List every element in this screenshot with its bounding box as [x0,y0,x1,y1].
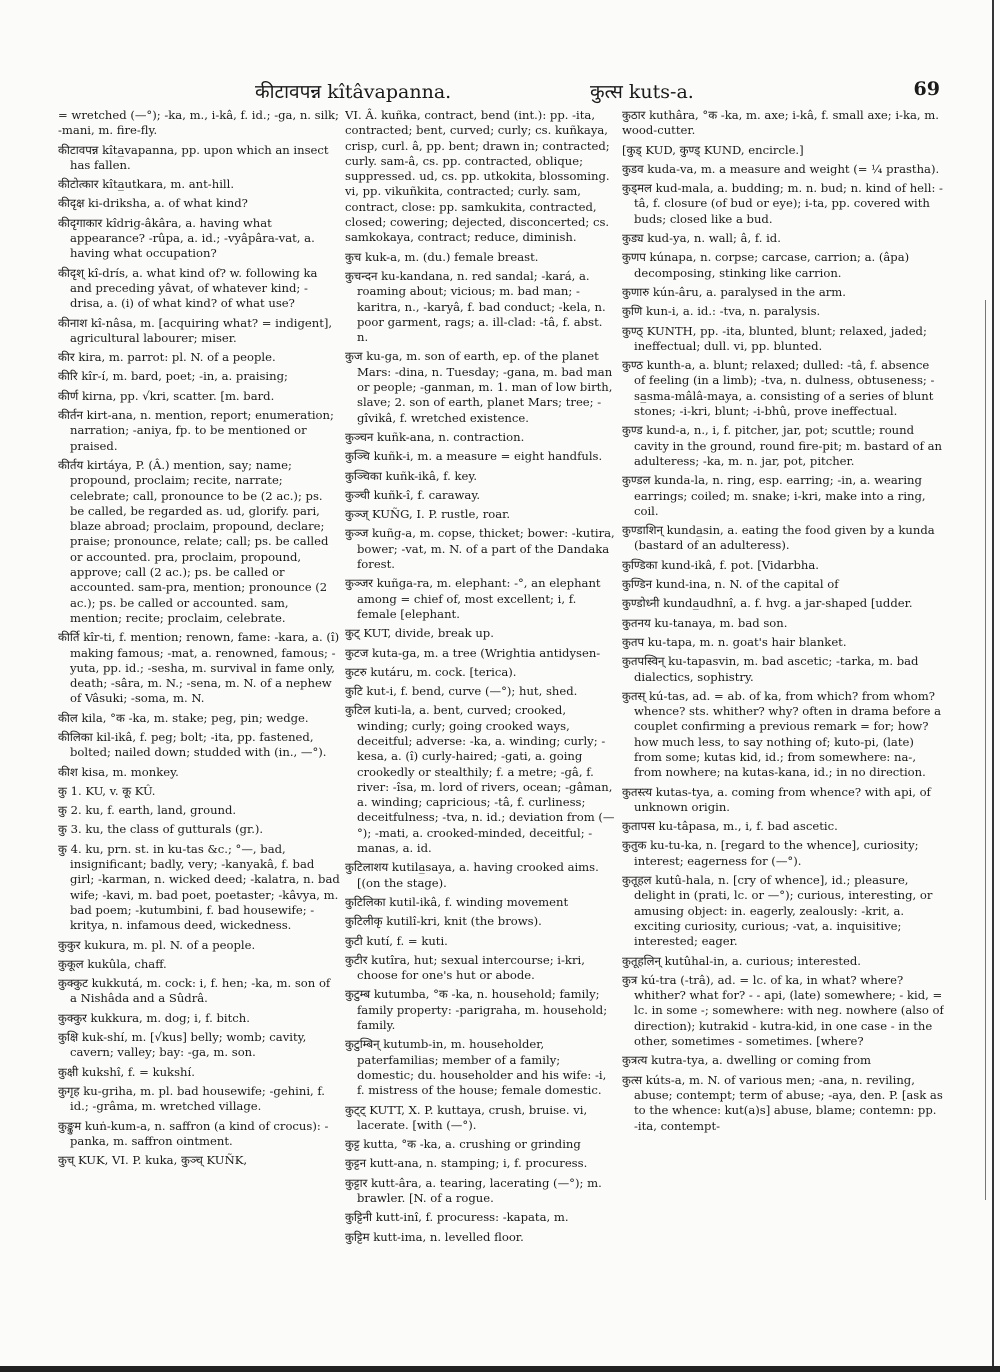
dictionary-entry: कुट्टिनी kutt-inî, f. procuress: -kapata, m. [345,1210,569,1225]
dictionary-entry: कुण्डल kunda-la, n. ring, esp. earring; -in, a. wearing earrings; coiled; m. snake; i-kri, make into a ring, coil. [622,473,926,518]
dictionary-entry: कुज ku-ga, m. son of earth, ep. of the planet Mars: -dina, n. Tuesday; -gana, m. bad man or people; -ganman, m. 1. man of low birth, slave; 2. son of earth, planet Mars; tree; -gîvikâ, f. wretched existence. [345,349,613,425]
dictionary-entry: कुट्टार kutt-âra, a. tearing, lacerating (—°); m. brawler. [N. of a rogue. [345,1175,602,1205]
dictionary-entry: = wretched (—°); -ka, m., i-kâ, f. id.; -ga, n. silk; -mani, m. fire-fly. [58,108,339,138]
dictionary-entry: कुटिलिका kutil-ikâ, f. winding movement [345,894,569,909]
dictionary-entry: कीर्ति kîr-ti, f. mention; renown, fame: -kara, a. (î) making famous; -mat, a. renowned, famous; -yuta, pp. id.; -sesha, m. survival in fame only, death; -sâra, m. N.; -sena, m. N. of a nephew of Vâsuki; -soma, m. N. [58,630,340,706]
dictionary-entry: कुक्षी kukshî, f. = kukshí. [58,1064,195,1079]
dictionary-entry: कुतप ku-tapa, m. n. goat's hair blanket. [622,634,847,649]
dictionary-entry: कुतापस ku-tâpasa, m., i, f. bad ascetic. [622,819,838,834]
dictionary-entry: कुटीर kutîra, hut; sexual intercourse; i-kri, choose for one's hut or abode. [345,952,585,983]
dictionary-entry: कु 3. ku, the class of gutturals (gr.). [58,822,264,837]
dictionary-entry: कील kila, °क -ka, m. stake; peg, pin; wedge. [58,710,309,725]
dictionary-entry: कुकुर kukura, m. pl. N. of a people. [58,937,256,952]
dictionary-entry: कुण्डिका kund-ikâ, f. pot. [Vidarbha. [622,557,819,572]
dictionary-entry: कुञ्जर kuñga-ra, m. elephant: -°, an elephant among = chief of, most excellent; i, f. female [elephant. [345,576,601,621]
page-bottom-edge [0,1366,1000,1372]
dictionary-entry: कीर्ण kirna, pp. √kri, scatter. [m. bard. [58,388,275,403]
dictionary-entry: कीदृक्ष ki-driksha, a. of what kind? [58,196,248,211]
dictionary-entry: कुट् KUT, divide, break up. [345,626,494,641]
dictionary-entry: कुगृह ku-griha, m. pl. bad housewife; -gehini, f. id.; -grâma, m. wretched village. [58,1083,325,1114]
dictionary-entry: कुणि kun-i, a. id.: -tva, n. paralysis. [622,304,821,319]
dictionary-entry: कुणारु kún-âru, a. paralysed in the arm. [622,284,846,299]
dictionary-entry: कीश kisa, m. monkey. [58,764,179,779]
dictionary-entry: कीर्तन kirt-ana, n. mention, report; enumeration; narration; -aniya, fp. to be mentioned or praised. [58,408,334,453]
dictionary-entry: कुच् KUK, VI. P. kuka, कुञ्च् KUÑK, [58,1153,248,1168]
dictionary-entry: कुट्ट् KUTT, X. P. kuttaya, crush, bruise. vi, lacerate. [with (—°). [345,1102,588,1132]
dictionary-entry: कुटिलाशय kutila̲saya, a. having crooked aims. [(on the stage). [345,860,599,890]
dictionary-entry: कीटावपन्न kîta̲vapanna, pp. upon which an insect has fallen. [58,142,329,172]
dictionary-entry: कीर kira, m. parrot: pl. N. of a people. [58,350,276,365]
dictionary-entry: कीर्तय kirtáya, P. (Â.) mention, say; name; propound, proclaim; recite, narrate; celebrate; call, pronounce to be (2 ac.); ps. be called, be regarded as. ud, glorify. pari, blaze abroad; proclaim, propound, declare; praise; pronounce, relate; call; ps. be called or accounted. pra, proclaim, propound, approve; call (2 ac.); ps. be called or accounted. sam-pra, mention; pronounce (2 ac.); ps. be called or accounted. sam, mention; recite; proclaim, celebrate. [58,457,329,625]
running-head-right: कुत्स kuts-a. [590,81,694,103]
dictionary-entry: VI. Â. kuñka, contract, bend (int.): pp. -ita, contracted; bent, curved; curly; cs. kuñkaya, crisp, curl. â, pp. bent; drawn in; contracted; curly. sam-â, cs. pp. contracted, oblique; suppressed. ud, cs. pp. utkokita, blossoming. vi, pp. vikuñkita, contracted; curly. sam, contract, close: pp. samkukita, contracted, closed; cowering; dejected, disconcerted; cs. samkokaya, contract; reduce, diminish. [345,108,610,245]
page-number: 69 [913,78,940,100]
dictionary-entry: कुड्मल kud-mala, a. budding; m. n. bud; n. kind of hell: -tâ, f. closure (of bud or eye); i-ta, pp. covered with buds; closed like a bud. [622,181,943,226]
dictionary-entry: कुतस्त्य kutas-tya, a. coming from whence? with api, of unknown origin. [622,784,931,814]
dictionary-entry: कुडव kuda-va, m. a measure and weight (= ¼ prastha). [622,161,940,176]
dictionary-entry: कुटरु kutáru, m. cock. [terica). [345,664,517,679]
dictionary-entry: कुटुम्ब kutumba, °क -ka, n. household; family; family property: -parigraha, m. household; family. [345,987,608,1033]
dictionary-entry: कुतपस्विन् ku-tapasvin, m. bad ascetic; -tarka, m. bad dialectics, sophistry. [622,654,919,684]
dictionary-entry: कुतनय ku-tanaya, m. bad son. [622,615,788,630]
dictionary-entry: कुतुक ku-tu-ka, n. [regard to the whence], curiosity; interest; eagerness for (—°). [622,838,919,868]
dictionary-entry: कीरि kîr-í, m. bard, poet; -in, a. praising; [58,369,288,384]
dictionary-entry: कुट्ट kutta, °क -ka, a. crushing or grinding [345,1137,581,1152]
dictionary-entry: कुटुम्बिन् kutumb-in, m. householder, paterfamilias; member of a family; domestic; du. householder and his wife: -i, f. mistress of the house; female domestic. [345,1037,607,1098]
column-2 [345,108,615,1323]
dictionary-entry: कुञ्चिका kuñk-ikâ, f. key. [345,468,478,483]
dictionary-entry: कीलिका kil-ikâ, f. peg; bolt; -ita, pp. fastened, bolted; nailed down; studded with (in., —°). [58,729,327,760]
dictionary-entry: कीटोत्कार kîta̲utkara, m. ant-hill. [58,177,235,192]
dictionary-entry: कुण्डाशिन् kunda̲sin, a. eating the food given by a kunda (bastard of an adulteress). [622,523,935,553]
dictionary-entry: कु 4. ku, prn. st. in ku-tas &c.; °—, bad, insignificant; badly, very; -kanyakâ, f. bad girl; -karman, n. wicked deed; -kalatra, n. bad wife; -kavi, m. bad poet, poetaster; -kâvya, m. bad poem; -kutumbini, f. bad housewife; -kritya, n. infamous deed, wickedness. [58,841,340,933]
dictionary-entry: कुत्र kú-tra (-trâ), ad. = lc. of ka, in what? where? whither? what for? - - api, (late) somewhere; - kid, = lc. in some -; somewhere: with neg. nowhere (also of direction); kutrakid - kutra-kid, in one case - in the other, sometimes - sometimes. [where? [622,972,944,1049]
dictionary-entry: कीदृश् kî-drís, a. what kind of? w. following ka and preceding yâvat, of whatever kind; -drisa, a. (i) of what kind? of what use? [58,265,318,311]
running-head-left: कीटावपन्न kîtâvapanna. [255,81,452,103]
column-3 [622,108,944,1323]
page-edge-line [992,0,994,1372]
dictionary-entry: कुक्कुट kukkutá, m. cock: i, f. hen; -ka, m. son of a Nishâda and a Sûdrâ. [58,976,331,1006]
dictionary-entry: कुण्ठ kunth-a, a. blunt; relaxed; dulled: -tâ, f. absence of feeling (in a limb); -tva, n. dulness, obtuseness; -sa̲sma-mâlâ-maya, a. consisting of a series of blunt stones; -i-kri, blunt; -i-bhû, prove ineffectual. [622,358,935,419]
dictionary-entry: कुठार kuthâra, °क -ka, m. axe; i-kâ, f. small axe; i-ka, m. wood-cutter. [622,108,939,138]
dictionary-entry: कुणप kúnapa, n. corpse; carcase, carrion; a. (âpa) decomposing, stinking like carrion. [622,250,910,280]
dictionary-entry: कुण्ठ् KUNTH, pp. -ita, blunted, blunt; relaxed, jaded; ineffectual; dull. vi, pp. blunted. [622,323,927,353]
dictionary-entry: कुड्य kud-ya, n. wall; â, f. id. [622,231,781,246]
dictionary-entry: कुच kuk-a, m. (du.) female breast. [345,249,539,264]
dictionary-entry: कुत्स kúts-a, m. N. of various men; -ana, n. reviling, abuse; contempt; term of abuse; -aya, den. P. [ask as to the whence: kut(a)s] abuse, blame; contemn: pp. -ita, contempt- [622,1072,943,1133]
dictionary-entry: कु 1. KU, v. कू KÛ. [58,783,156,798]
dictionary-entry: कुटी kutí, f. = kuti. [345,933,448,948]
dictionary-entry: कुङ्कुम kuṅ-kum-a, n. saffron (a kind of crocus): -panka, m. saffron ointment. [58,1118,329,1148]
dictionary-entry: कुत्रत्य kutra-tya, a. dwelling or coming from [622,1053,872,1068]
dictionary-entry: कुतूहल kutû-hala, n. [cry of whence], id.; pleasure, delight in (prati, lc. or —°); curious, interesting, or amusing object: in. eagerly, zealously: -krit, a. exciting curiosity, curious; -vat, a. inquisitive; interested; eager. [622,873,933,949]
dictionary-entry: कुञ्ज् KUÑG, I. P. rustle, roar. [345,507,511,522]
dictionary-entry: कुञ्चि kuñk-i, m. a measure = eight handfuls. [345,449,603,464]
dictionary-entry: कुटज kuta-ga, m. a tree (Wrightia antidysen- [345,645,601,660]
dictionary-entry: कुतस् kú-tas, ad. = ab. of ka, from which? from whom? whence? sts. whither? why? often in drama before a couplet confirming a previous remark = for; how? how much less, to say nothing of; kuto-pi, (late) from some; kutas kid, id.; from somewhere: na-, from nowhere; na kutas-kana, id.; in no direction. [622,688,942,780]
dictionary-entry: कु 2. ku, f. earth, land, ground. [58,803,237,818]
dictionary-entry: कुण्ड kund-a, n., i, f. pitcher, jar, pot; scuttle; round cavity in the ground, round fire-pit; m. bastard of an adulteress; -ka, m. n. jar, pot, pitcher. [622,423,942,468]
dictionary-entry: कुण्डोध्नी kunda̲udhnî, a. f. hvg. a jar-shaped [udder. [622,596,913,611]
dictionary-entry: कुञ्चन kuñk-ana, n. contraction. [345,429,525,444]
dictionary-entry: कुटि kut-i, f. bend, curve (—°); hut, shed. [345,684,578,699]
dictionary-entry: कीदृगाकार kîdrig-âkâra, a. having what appearance? -rûpa, a. id.; -vyâpâra-vat, a. having what occupation? [58,215,315,261]
dictionary-entry: कुटिलीकृ kutilî-kri, knit (the brows). [345,914,542,929]
dictionary-entry: कुञ्ज kuñg-a, m. copse, thicket; bower: -kutira, bower; -vat, m. N. of a part of the Dandaka forest. [345,526,615,572]
dictionary-entry: कुञ्ची kuñk-î, f. caraway. [345,487,481,502]
page-header [60,78,940,112]
dictionary-entry: कीनाश kî-nâsa, m. [acquiring what? = indigent], agricultural labourer; miser. [58,315,333,345]
dictionary-entry: कुट्टन kutt-ana, n. stamping; i, f. procuress. [345,1156,588,1171]
dictionary-entry: कुचन्दन ku-kandana, n. red sandal; -kará, a. roaming about; vicious; m. bad man; -karitra, n., -karyâ, f. bad conduct; -kela, n. poor garment, rags; a. ill-clad: -tâ, f. abst. n. [345,268,606,345]
page-edge-line-inner [985,300,986,1200]
dictionary-entry: कुकूल kukûla, chaff. [58,956,167,971]
dictionary-entry: कुतूहलिन् kutûhal-in, a. curious; interested. [622,953,861,968]
dictionary-entry: कुटिल kuti-la, a. bent, curved; crooked, winding; curly; going crooked ways, deceitful; adverse: -ka, a. winding; curly; -kesa, a. (î) curly-haired; -gati, a. going crookedly or stealthily; f. a metre; -gâ, f. river: -îsa, m. lord of rivers, ocean; -gâman, a. winding; capricious; -tâ, f. curliness; deceitfulness; -tva, n. id.; deviation from (—°); -mati, a. crooked-minded, deceitful; -manas, a. id. [345,703,615,856]
dictionary-entry: कुक्षि kuk-shí, m. [√kus] belly; womb; cavity, cavern; valley; bay: -ga, m. son. [58,1030,307,1060]
dictionary-entry: कुण्डिन kund-ina, n. N. of the capital of [622,577,839,592]
dictionary-entry: [कुड् KUD, कुण्ड् KUND, encircle.] [622,142,804,157]
column-1 [58,108,340,1323]
dictionary-entry: कुट्टिम kutt-ima, n. levelled floor. [345,1229,524,1244]
dictionary-entry: कुक्कुर kukkura, m. dog; i, f. bitch. [58,1010,250,1025]
